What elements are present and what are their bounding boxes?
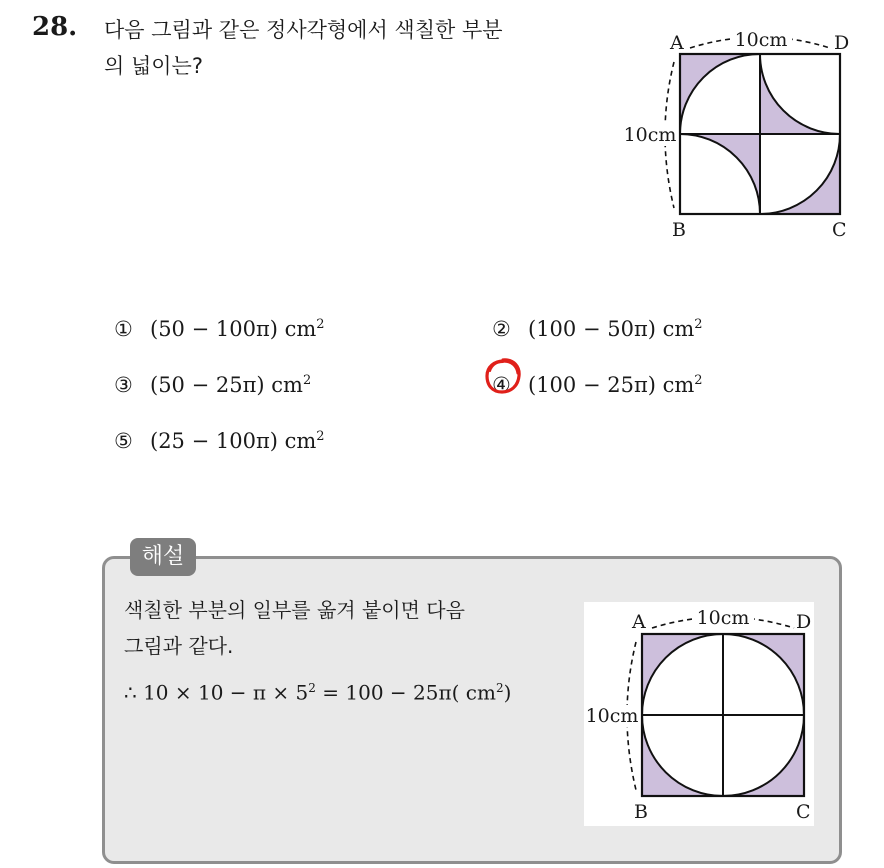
choice-exponent: 2 [316,429,325,444]
formula-unit-exponent: 2 [495,681,504,695]
choice-5[interactable] [114,422,325,452]
vertex-label-d: D [796,611,812,633]
choice-expression: (50 − 100π) cm [150,317,317,341]
choice-exponent: 2 [694,317,703,332]
side-length-label: 10cm [623,124,677,146]
shaded-region-bottom-right [760,134,840,214]
choice-expression: (50 − 25π) cm [150,373,303,397]
formula-main: ∴ 10 × 10 − π × 5 [124,680,309,705]
choice-3[interactable] [114,366,311,396]
choice-mark: ③ [114,373,133,397]
vertex-label-d: D [834,32,850,54]
choice-1[interactable] [114,310,325,340]
formula-close: ) [503,680,512,705]
choice-exponent: 2 [694,373,703,388]
vertex-label-b: B [672,219,686,241]
solution-text [124,592,574,664]
choice-mark: ④ [492,373,511,397]
vertex-label-c: C [796,801,811,823]
shaded-region-top-right [760,54,840,134]
vertex-label-a: A [670,32,684,54]
solution-text-line: 그림과 같다. [124,634,234,658]
answer-circle-icon [484,357,522,395]
question-number: 28. [32,12,78,42]
choice-exponent: 2 [302,373,312,388]
choice-expression: (100 − 50π) cm [528,317,695,341]
shaded-region-bottom-left [680,134,760,214]
choice-expression: (25 − 100π) cm [150,429,317,453]
shaded-region-top-left [680,54,760,134]
vertex-label-c: C [832,219,847,241]
solution-tab: 해설 [130,538,196,576]
solution-formula [124,670,511,711]
choice-2[interactable] [492,310,703,340]
question-figure [612,24,852,246]
top-length-label: 10cm [734,29,788,51]
choice-mark: ① [114,317,133,341]
choice-mark: ② [492,317,511,341]
solution-figure [584,602,814,826]
choice-exponent: 2 [316,317,325,332]
choice-mark: ⑤ [114,429,133,453]
solution-text-line: 색칠한 부분의 일부를 옮겨 붙이면 다음 [124,598,465,622]
vertex-label-b: B [634,801,648,823]
choice-expression: (100 − 25π) cm [528,373,695,397]
formula-equals: = 100 − 25π( cm [315,680,496,705]
vertex-label-a: A [632,611,646,633]
side-length-label: 10cm [585,705,639,727]
top-length-label: 10cm [696,607,750,629]
question-text-line: 의 넓이는? [104,54,203,78]
formula-exponent: 2 [308,681,316,695]
question-text-line: 다음 그림과 같은 정사각형에서 색칠한 부분 [104,18,503,42]
choice-4[interactable] [492,366,703,396]
question-text [104,12,604,84]
